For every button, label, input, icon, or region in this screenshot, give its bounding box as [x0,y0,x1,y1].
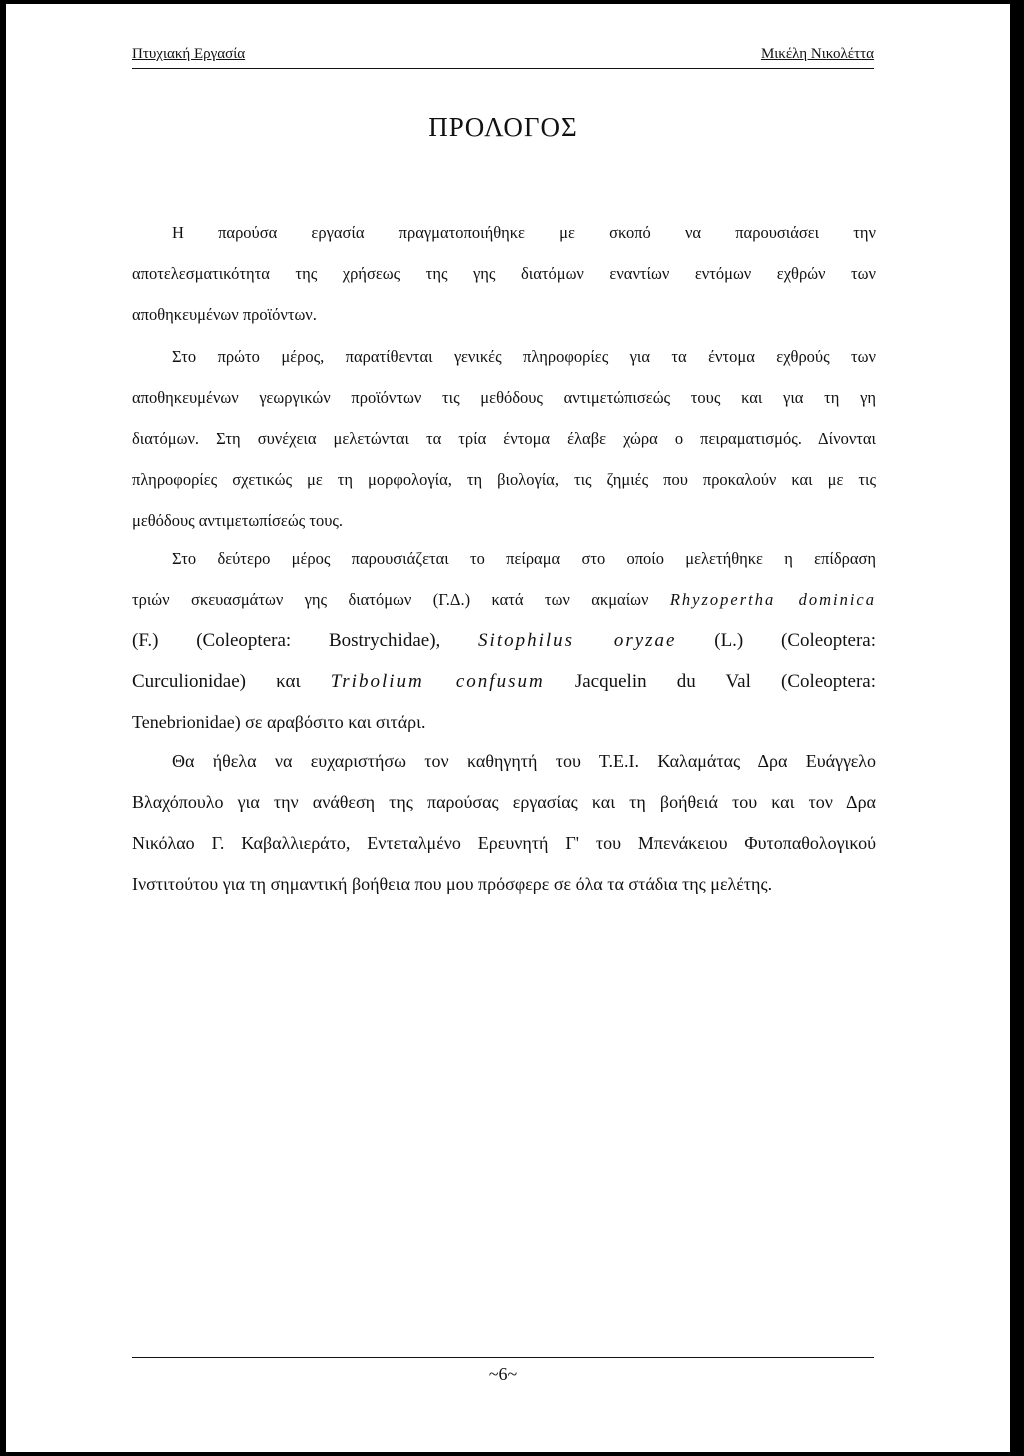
paragraph-line: Η παρούσα εργασία πραγματοποιήθηκε με σκοπό να παρουσιάσει την [172,223,876,242]
paragraph-line [132,579,876,620]
paragraph-line: πληροφορίες σχετικώς με τη μορφολογία, τη βιολογία, τις ζημιές που προκαλούν και με τις [132,470,876,489]
paragraph-second-part [132,538,876,743]
species-name: Rhyzopertha dominica [669,590,876,609]
page-title: ΠΡΟΛΟΓΟΣ [428,112,578,142]
paragraph-line: μεθόδους αντιμετωπίσεώς τους. [132,511,344,530]
paragraph-line: Στο δεύτερο μέρος παρουσιάζεται το πείραμα στο οποίο μελετήθηκε η επίδραση [172,549,876,568]
paragraph-line [132,620,876,661]
paragraph-first-part [132,336,876,541]
document-page [6,4,1010,1452]
paragraph-line: Ινστιτούτου για τη σημαντική βοήθεια που μου πρόσφερε σε όλα τα στάδια της μελέτης. [132,874,773,894]
paragraph-line: Βλαχόπουλο για την ανάθεση της παρούσας εργασίας και τη βοήθειά του και τον Δρα [132,792,876,812]
paragraph-line: αποθηκευμένων προϊόντων. [132,305,317,324]
paragraph-line: Θα ήθελα να ευχαριστήσω τον καθηγητή του Τ.Ε.Ι. Καλαμάτας Δρα Ευάγγελο [172,751,876,771]
footer-divider [132,1357,874,1358]
paragraph-acknowledgements [132,741,876,905]
text-run: (F.) (Coleoptera: Bostrychidae), [132,630,479,651]
header-left-title: Πτυχιακή Εργασία [132,46,246,62]
paragraph-line [132,661,876,702]
page-header [132,42,874,69]
paragraph-line: Στο πρώτο μέρος, παρατίθενται γενικές πληροφορίες για τα έντομα εχθρούς των [172,347,876,366]
text-run: (L.) (Coleoptera: [676,630,876,651]
paragraph-line: Tenebrionidae) σε αραβόσιτο και σιτάρι. [132,712,426,732]
paragraph-line: Νικόλαο Γ. Καβαλλιεράτο, Εντεταλμένο Ερευνητή Γ' του Μπενάκειου Φυτοπαθολογικού [132,833,876,853]
header-author: Μικέλη Νικολέττα [760,46,874,62]
text-run: τριών σκευασμάτων γης διατόμων (Γ.Δ.) κατά των ακμαίων [132,590,670,609]
text-run: Jacquelin du Val (Coleoptera: [544,671,876,692]
paragraph-line: αποτελεσματικότητα της χρήσεως της γης διατόμων εναντίων εντόμων εχθρών των [132,264,876,283]
paragraph-line: διατόμων. Στη συνέχεια μελετώνται τα τρία έντομα έλαβε χώρα ο πειραματισμός. Δίνονται [132,429,876,448]
text-run: Curculionidae) και [132,671,331,692]
page-number: ~6~ [488,1364,518,1384]
species-name: Tribolium confusum [330,671,545,692]
species-name: Sitophilus oryzae [478,630,677,651]
paragraph-intro [132,212,876,335]
paragraph-line: αποθηκευμένων γεωργικών προϊόντων τις μεθόδους αντιμετώπισεώς τους και για τη γη [132,388,876,407]
